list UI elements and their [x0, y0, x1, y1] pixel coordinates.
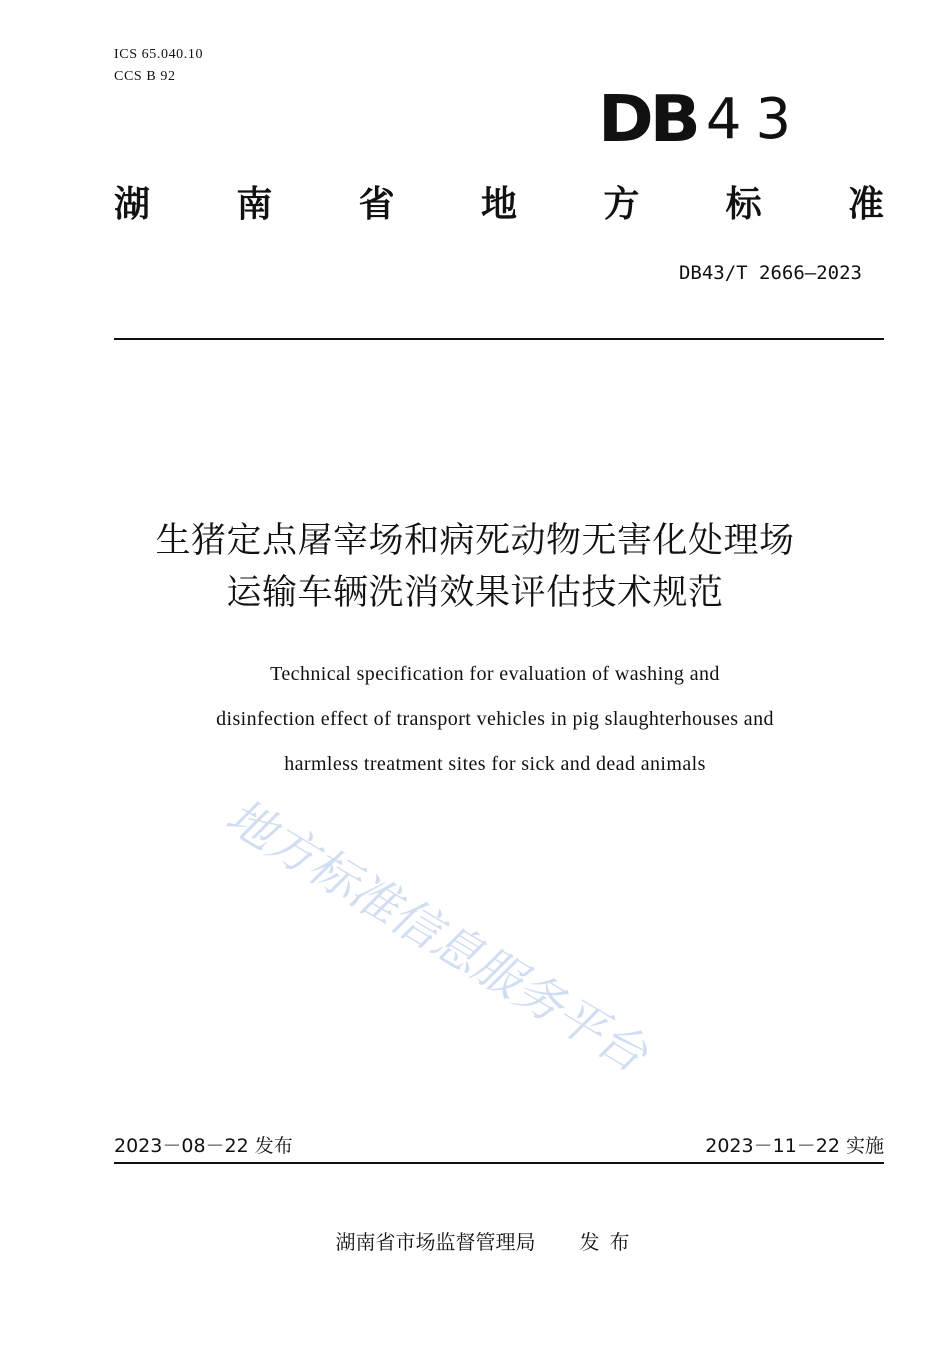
english-title-line: harmless treatment sites for sick and dead animals — [284, 753, 706, 775]
db-logo — [598, 83, 806, 157]
standard-number: DB43/T 2666—2023 — [678, 262, 862, 284]
db-logo-mark: DB — [598, 83, 697, 157]
ccs-code: CCS B 92 — [114, 69, 176, 84]
standard-type-char: 南 — [236, 184, 273, 225]
standard-type-char: 标 — [725, 184, 762, 225]
issuer-name: 湖南省市场监督管理局 — [335, 1230, 536, 1254]
standard-type-char: 地 — [480, 184, 517, 225]
publish-date: 2023－08－22 发布 — [114, 1135, 293, 1157]
chinese-title — [60, 515, 890, 619]
english-title-line: disinfection effect of transport vehicles in pig slaughterhouses and — [216, 708, 774, 730]
top-divider — [114, 338, 884, 340]
issuer-action: 发布 — [579, 1230, 640, 1254]
classification-codes — [114, 44, 203, 88]
standard-type-char: 方 — [603, 184, 640, 225]
implement-date: 2023－11－22 实施 — [705, 1135, 884, 1157]
standard-type-heading — [114, 180, 884, 230]
watermark: 地方标准信息服务平台 — [216, 788, 657, 1084]
english-title — [100, 652, 890, 787]
bottom-divider — [114, 1162, 884, 1164]
chinese-title-line: 生猪定点屠宰场和病死动物无害化处理场 — [155, 521, 795, 561]
issuer-line — [0, 1228, 950, 1256]
standard-type-char: 准 — [847, 184, 884, 225]
ics-code: ICS 65.040.10 — [114, 47, 204, 62]
standard-type-char: 省 — [358, 184, 395, 225]
standard-type-char: 湖 — [114, 184, 151, 225]
chinese-title-line: 运输车辆洗消效果评估技术规范 — [226, 573, 724, 613]
english-title-line: Technical specification for evaluation of washing and — [270, 663, 720, 685]
db-province-code: 43 — [705, 87, 806, 152]
